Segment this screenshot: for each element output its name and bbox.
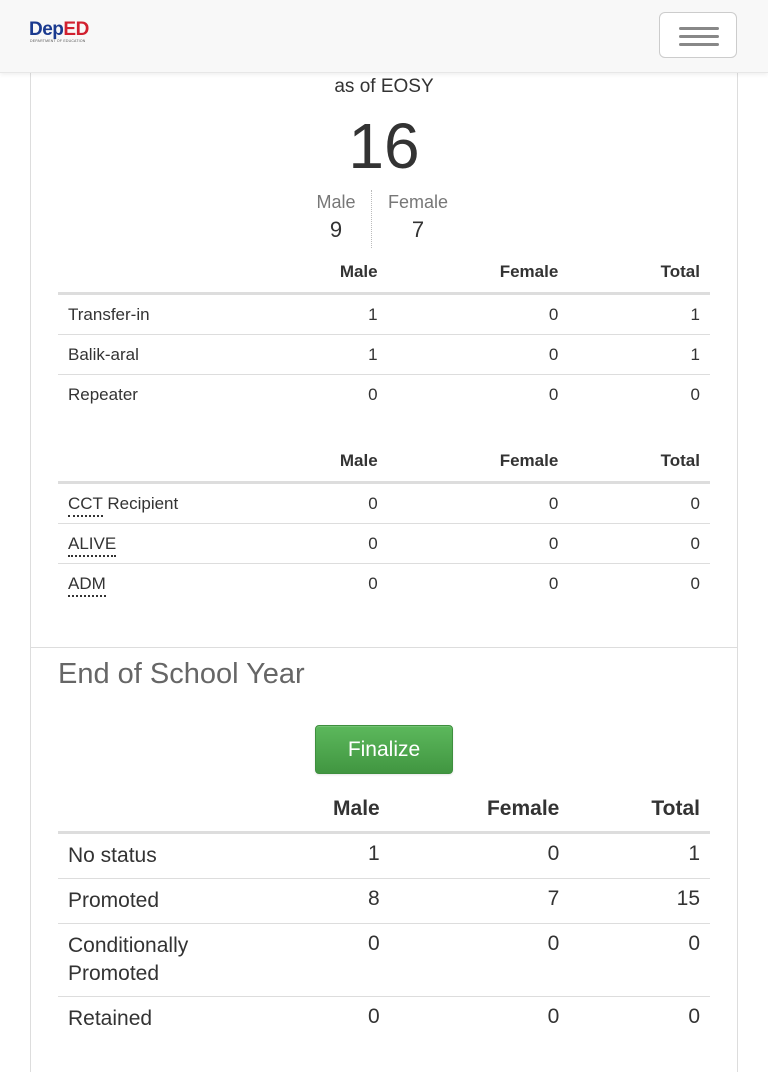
total-learners: 16 xyxy=(348,110,420,182)
table-row xyxy=(58,879,710,924)
cell-total: 0 xyxy=(569,997,710,1042)
row-label: Promoted xyxy=(58,879,263,924)
table-header-row xyxy=(58,441,710,483)
cell-female: 0 xyxy=(547,842,560,865)
header-female: Female xyxy=(388,441,569,483)
eosy-status-table xyxy=(58,787,710,1041)
cell-total: 0 xyxy=(690,493,700,513)
header-total: Total xyxy=(568,252,710,294)
table-row xyxy=(58,524,710,564)
cell-male: 8 xyxy=(263,879,390,924)
cell-total: 1 xyxy=(688,842,700,865)
hamburger-menu-icon-bar xyxy=(679,43,719,46)
header-male: Male xyxy=(263,787,390,833)
cell-total: 0 xyxy=(568,524,710,564)
row-label xyxy=(58,524,260,564)
navbar xyxy=(0,0,768,73)
cell-female: 0 xyxy=(390,997,570,1042)
header-total: Total xyxy=(568,441,710,483)
cell-total: 15 xyxy=(569,879,710,924)
header-blank xyxy=(58,787,263,833)
row-label: Transfer-in xyxy=(68,304,150,324)
row-label: Balik-aral xyxy=(58,335,260,375)
table-row xyxy=(58,375,710,415)
cell-female: 0 xyxy=(548,304,559,324)
cell-female: 0 xyxy=(388,564,569,604)
header-blank xyxy=(58,441,260,483)
cell-male: 1 xyxy=(260,335,388,375)
row-label xyxy=(58,483,260,524)
deped-logo[interactable] xyxy=(29,20,99,50)
cell-female: 0 xyxy=(388,375,569,415)
cell-male: 0 xyxy=(263,924,390,997)
row-label xyxy=(58,924,263,997)
row-label-line: Conditionally xyxy=(68,934,189,957)
female-count: 7 xyxy=(411,217,425,242)
cell-female: 0 xyxy=(548,493,559,513)
cell-total: 0 xyxy=(569,924,710,997)
cell-total: 1 xyxy=(690,304,700,324)
programs-table xyxy=(58,441,710,603)
cell-total: 1 xyxy=(568,335,710,375)
logo-text-dep: Dep xyxy=(29,19,64,40)
cct-abbreviation[interactable]: CCT xyxy=(68,494,103,517)
section-divider xyxy=(30,647,738,648)
row-label: Retained xyxy=(58,997,263,1042)
adm-abbreviation[interactable]: ADM xyxy=(68,574,106,597)
table-row xyxy=(58,833,710,879)
table-row xyxy=(58,294,710,335)
header-male: Male xyxy=(260,252,388,294)
logo-text-ed: ED xyxy=(63,19,89,40)
male-label: Male xyxy=(316,192,356,212)
menu-toggle-button[interactable] xyxy=(659,12,737,58)
as-of-label: as of EOSY xyxy=(334,76,434,97)
cell-male: 1 xyxy=(368,842,380,865)
row-label-line: Promoted xyxy=(68,962,160,985)
cell-female: 0 xyxy=(388,524,569,564)
male-count: 9 xyxy=(329,217,343,242)
cell-male: 0 xyxy=(260,524,388,564)
row-label: Repeater xyxy=(58,375,260,415)
header-blank xyxy=(58,252,260,294)
table-row xyxy=(58,483,710,524)
table-row xyxy=(58,335,710,375)
alive-abbreviation[interactable]: ALIVE xyxy=(68,534,116,557)
movement-table xyxy=(58,252,710,414)
table-header-row xyxy=(58,787,710,833)
header-female: Female xyxy=(390,787,570,833)
cell-female: 7 xyxy=(390,879,570,924)
cell-total: 0 xyxy=(568,375,710,415)
header-total: Total xyxy=(569,787,710,833)
female-label: Female xyxy=(387,192,449,212)
cell-female: 0 xyxy=(390,924,570,997)
hamburger-menu-icon-bar xyxy=(679,35,719,38)
cell-female: 0 xyxy=(388,335,569,375)
cell-male: 1 xyxy=(368,304,378,324)
table-row xyxy=(58,997,710,1042)
cell-male: 0 xyxy=(260,564,388,604)
row-label: No status xyxy=(68,844,157,867)
row-label xyxy=(58,564,260,604)
cell-male: 0 xyxy=(260,375,388,415)
finalize-button[interactable]: Finalize xyxy=(315,725,453,774)
table-header-row xyxy=(58,252,710,294)
section-title: End of School Year xyxy=(58,658,305,690)
cell-total: 0 xyxy=(568,564,710,604)
logo-subtext: DEPARTMENT OF EDUCATION xyxy=(30,39,86,43)
header-female: Female xyxy=(388,252,569,294)
hamburger-menu-icon xyxy=(679,27,719,30)
table-row xyxy=(58,564,710,604)
cell-male: 0 xyxy=(263,997,390,1042)
table-row xyxy=(58,924,710,997)
cell-male: 0 xyxy=(368,493,378,513)
header-male: Male xyxy=(260,441,388,483)
row-label-rest: Recipient xyxy=(102,493,179,513)
